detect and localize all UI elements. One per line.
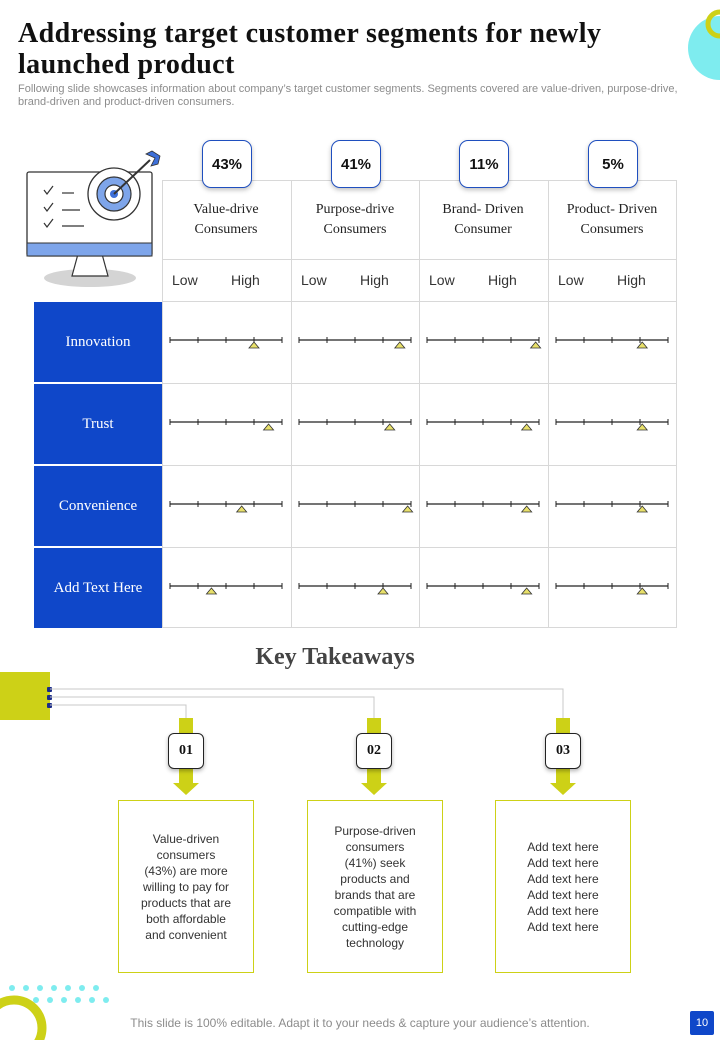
segment-percent-badge: 43% <box>202 140 252 188</box>
takeaway-line: Add text here <box>527 855 599 870</box>
takeaway-line: Add text here <box>527 903 599 918</box>
takeaway-line: compatible with <box>333 903 417 918</box>
segment-name-line: Value-drive <box>193 202 259 217</box>
segment-name-line: Product- Driven <box>566 202 658 217</box>
takeaway-card <box>307 800 443 973</box>
takeaway-line: both affordable <box>146 911 226 926</box>
takeaway-line: consumers <box>156 847 216 862</box>
slide-subtitle: Following slide showcases information about company’s target customer segments. Segments covered are value-driven, purpose-drive, brand-driven and product-driven consumers. <box>18 83 678 108</box>
scale-low-label: Low <box>558 272 584 288</box>
takeaway-number: 01 <box>168 733 204 769</box>
segment-name-line: Brand- Driven <box>442 202 524 217</box>
takeaway-card <box>118 800 254 973</box>
takeaway-line: brands that are <box>334 887 416 902</box>
segment-name-line: Purpose-drive <box>315 202 395 217</box>
attribute-row-header: Convenience <box>34 466 162 546</box>
corner-decoration <box>0 980 130 1040</box>
scale-low-label: Low <box>429 272 455 288</box>
takeaway-line: (43%) are more <box>144 863 228 878</box>
takeaway-line: Add text here <box>527 919 599 934</box>
slide-title: Addressing target customer segments for newly launched product <box>18 18 602 80</box>
key-takeaways-title: Key Takeaways <box>255 644 415 670</box>
takeaway-line: Value-driven <box>152 831 220 846</box>
takeaway-line: cutting-edge <box>341 919 409 934</box>
attribute-row-header: Trust <box>34 384 162 464</box>
attribute-row-header: Innovation <box>34 302 162 382</box>
takeaway-line: Add text here <box>527 887 599 902</box>
footer-note: This slide is 100% editable. Adapt it to your needs & capture your audience’s attention. <box>130 1016 590 1030</box>
takeaway-line: products and <box>340 871 410 886</box>
takeaway-card <box>495 800 631 973</box>
segment-name-line: Consumer <box>454 222 512 237</box>
takeaway-line: Add text here <box>527 871 599 886</box>
scale-low-label: Low <box>301 272 327 288</box>
takeaway-line: consumers <box>345 839 405 854</box>
takeaway-line: and convenient <box>145 927 227 942</box>
takeaway-line: Purpose-driven <box>334 823 416 838</box>
takeaway-number: 02 <box>356 733 392 769</box>
attribute-row-header: Add Text Here <box>34 548 162 628</box>
takeaway-line: technology <box>345 935 405 950</box>
segment-name-line: Consumers <box>194 222 258 237</box>
segment-percent-badge: 11% <box>459 140 509 188</box>
scale-high-label: High <box>488 272 517 288</box>
takeaway-line: (41%) seek <box>344 855 406 870</box>
takeaway-line: Add text here <box>527 839 599 854</box>
takeaway-line: willing to pay for <box>142 879 230 894</box>
scale-low-label: Low <box>172 272 198 288</box>
segment-percent-badge: 5% <box>588 140 638 188</box>
takeaway-line: products that are <box>140 895 232 910</box>
segment-name-line: Consumers <box>580 222 644 237</box>
scale-high-label: High <box>231 272 260 288</box>
page-number: 10 <box>690 1011 714 1035</box>
scale-high-label: High <box>360 272 389 288</box>
segment-name-line: Consumers <box>323 222 387 237</box>
scale-high-label: High <box>617 272 646 288</box>
segment-percent-badge: 41% <box>331 140 381 188</box>
takeaway-number: 03 <box>545 733 581 769</box>
